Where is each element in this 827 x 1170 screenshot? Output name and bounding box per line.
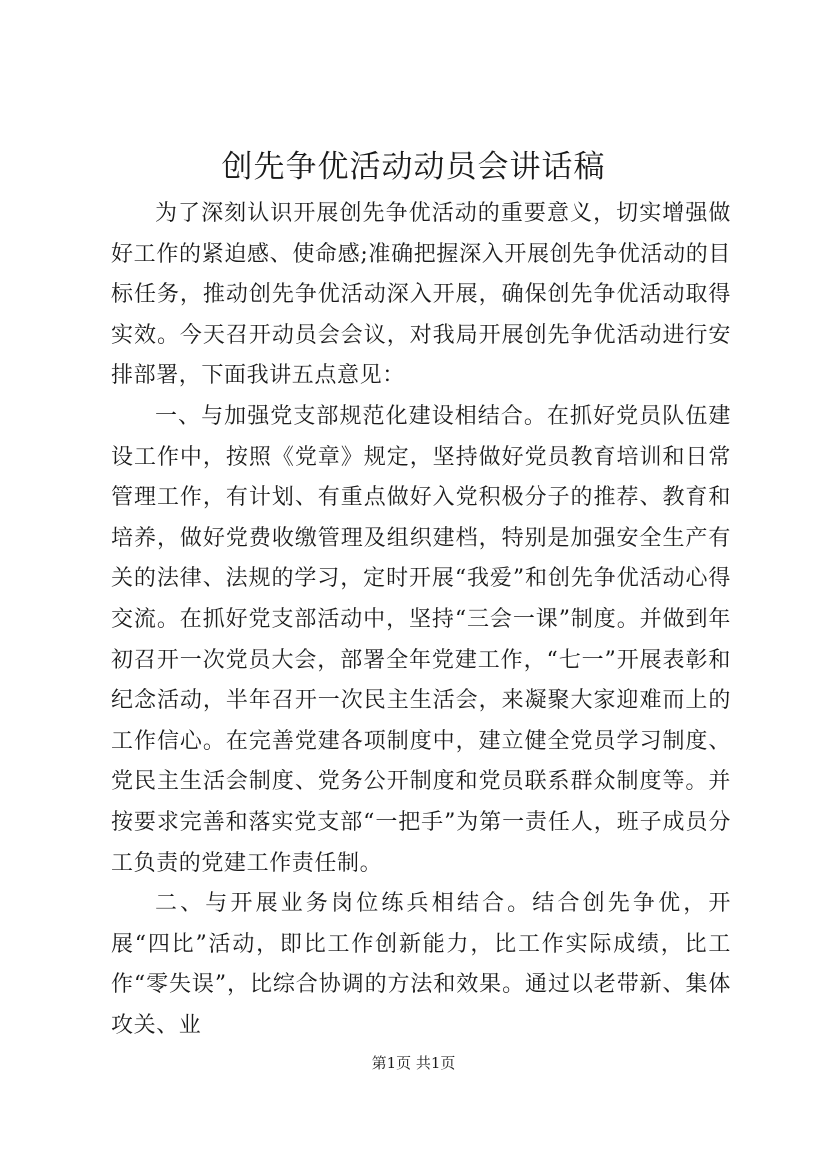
paragraph-point-two: 二、与开展业务岗位练兵相结合。结合创先争优，开展“四比”活动，即比工作创新能力，比工作实际成绩，比工作“零失误”，比综合协调的方法和效果。通过以老带新、集体攻关、业 (111, 891, 731, 1038)
paragraph-point-one: 一、与加强党支部规范化建设相结合。在抓好党员队伍建设工作中，按照《党章》规定，坚持做好党员教育培训和日常管理工作，有计划、有重点做好入党积极分子的推荐、教育和培养，做好党费收缴管理及组织建档，特别是加强安全生产有关的法律、法规的学习，定时开展“我爱”和创先争优活动心得交流。在抓好党支部活动中，坚持“三会一课”制度。并做到年初召开一次党员大会，部署全年党建工作，“七一”开展表彰和纪念活动，半年召开一次民主生活会，来凝聚大家迎难而上的工作信心。在完善党建各项制度中，建立健全党员学习制度、党民主生活会制度、党务公开制度和党员联系群众制度等。并按要求完善和落实党支部“一把手”为第一责任人，班子成员分工负责的党建工作责任制。 (111, 403, 731, 876)
document-body (111, 194, 731, 1046)
document-title: 创先争优活动动员会讲话稿 (221, 149, 606, 185)
page-footer: 第1页 共1页 (371, 1054, 456, 1072)
paragraph-intro: 为了深刻认识开展创先争优活动的重要意义，切实增强做好工作的紧迫感、使命感;准确把握深入开展创先争优活动的目标任务，推动创先争优活动深入开展，确保创先争优活动取得实效。今天召开动员会会议，对我局开展创先争优活动进行安排部署，下面我讲五点意见： (111, 201, 731, 389)
